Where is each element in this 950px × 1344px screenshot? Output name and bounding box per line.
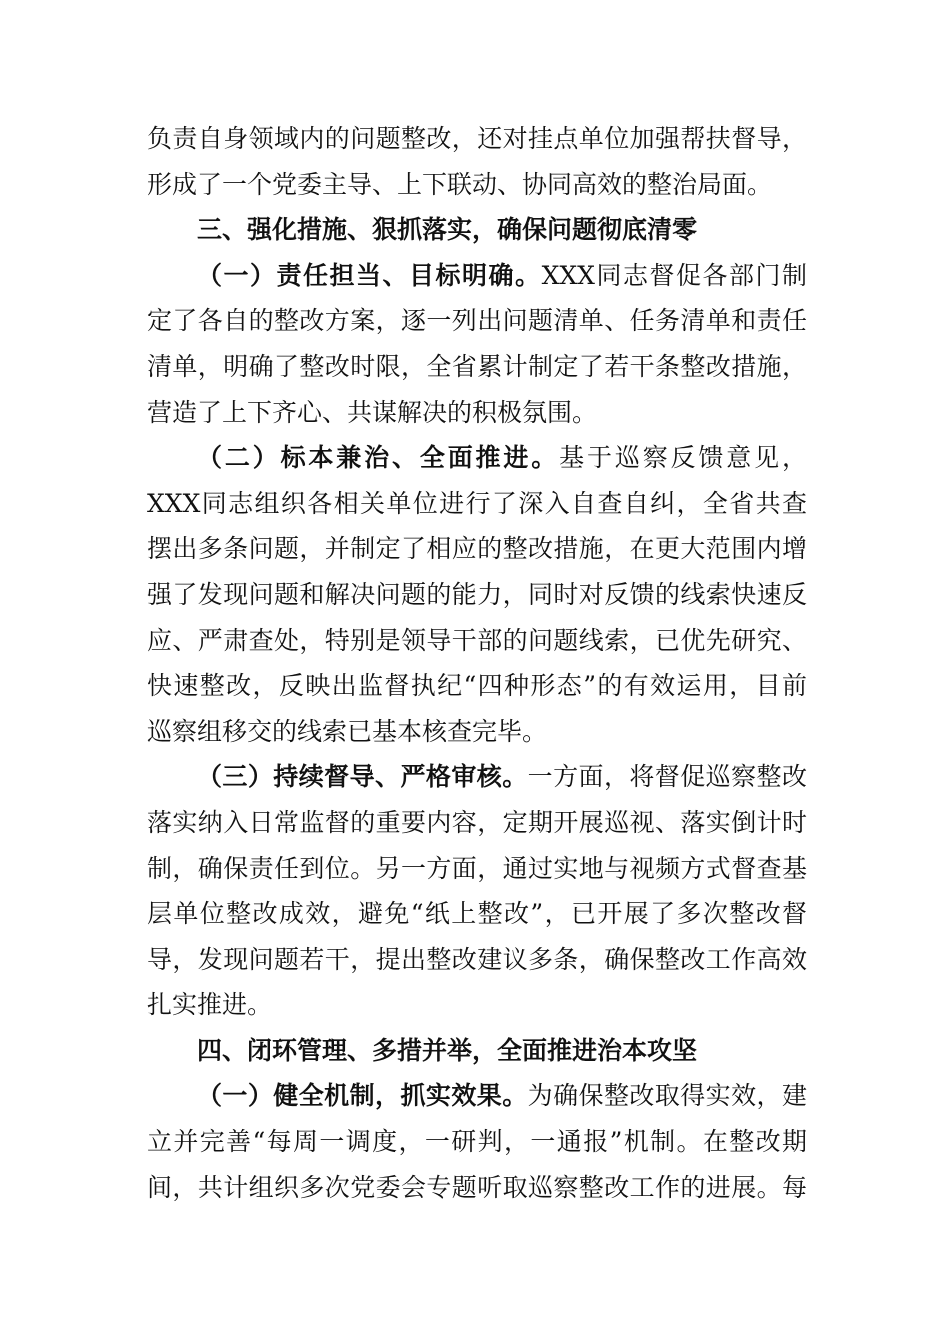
section-heading-4: 四、闭环管理、多措并举，全面推进治本攻坚: [197, 1035, 698, 1065]
paragraph-continuation: [147, 116, 807, 207]
paragraph-3-3: [147, 754, 807, 1028]
text-line: 落实纳入日常监督的重要内容，定期开展巡视、落实倒计时: [147, 807, 807, 837]
paragraph-subtitle: （三）持续督导、严格审核。: [197, 762, 528, 792]
paragraph-subtitle: （一）责任担当、目标明确。: [197, 260, 542, 290]
paragraph-3-1: [147, 253, 807, 435]
text-line: 扎实推进。: [147, 990, 273, 1020]
paragraph-text: 为确保整改取得实效，建: [527, 1081, 807, 1111]
paragraph-subtitle: （二）标本兼治、全面推进。: [197, 443, 560, 473]
paragraph-text: XXX同志督促各部门制: [541, 260, 807, 290]
document-body: [147, 116, 807, 1210]
text-line: XXX同志组织各相关单位进行了深入自查自纠，全省共查: [147, 488, 807, 518]
text-line: 定了各自的整改方案，逐一列出问题清单、任务清单和责任: [147, 306, 807, 336]
text-line: 应、严肃查处，特别是领导干部的问题线索，已优先研究、: [147, 625, 807, 655]
text-line: 强了发现问题和解决问题的能力，同时对反馈的线索快速反: [147, 579, 807, 609]
text-line: 制，确保责任到位。另一方面，通过实地与视频方式督查基: [147, 853, 807, 883]
text-line: 层单位整改成效，避免“纸上整改”，已开展了多次整改督: [147, 899, 807, 929]
section-heading-3: 三、强化措施、狠抓落实，确保问题彻底清零: [197, 215, 698, 245]
paragraph-text: 基于巡察反馈意见，: [559, 443, 807, 473]
text-line: 形成了一个党委主导、上下联动、协同高效的整治局面。: [147, 169, 773, 199]
paragraph-3-2: [147, 435, 807, 754]
text-line: 负责自身领域内的问题整改，还对挂点单位加强帮扶督导，: [147, 124, 807, 153]
text-line-first: [147, 754, 807, 800]
text-line-first: [147, 253, 807, 299]
text-line: 营造了上下齐心、共谋解决的积极氛围。: [147, 397, 598, 427]
text-line-first: [147, 1073, 807, 1119]
text-line: 导，发现问题若干，提出整改建议多条，确保整改工作高效: [147, 944, 807, 974]
paragraph-text: 一方面，将督促巡察整改: [527, 762, 807, 792]
text-line: 快速整改，反映出监督执纪“四种形态”的有效运用，目前: [147, 671, 807, 701]
text-line: 摆出多条问题，并制定了相应的整改措施，在更大范围内增: [147, 534, 807, 564]
paragraph-4-1: [147, 1073, 807, 1210]
text-line-first: [147, 435, 807, 481]
text-line: 清单，明确了整改时限，全省累计制定了若干条整改措施，: [147, 351, 807, 381]
text-line: 立并完善“每周一调度，一研判，一通报”机制。在整改期: [147, 1127, 807, 1157]
text-line: 间，共计组织多次党委会专题听取巡察整改工作的进展。每: [147, 1172, 807, 1202]
text-line: 巡察组移交的线索已基本核查完毕。: [147, 716, 548, 746]
paragraph-subtitle: （一）健全机制，抓实效果。: [197, 1081, 528, 1111]
